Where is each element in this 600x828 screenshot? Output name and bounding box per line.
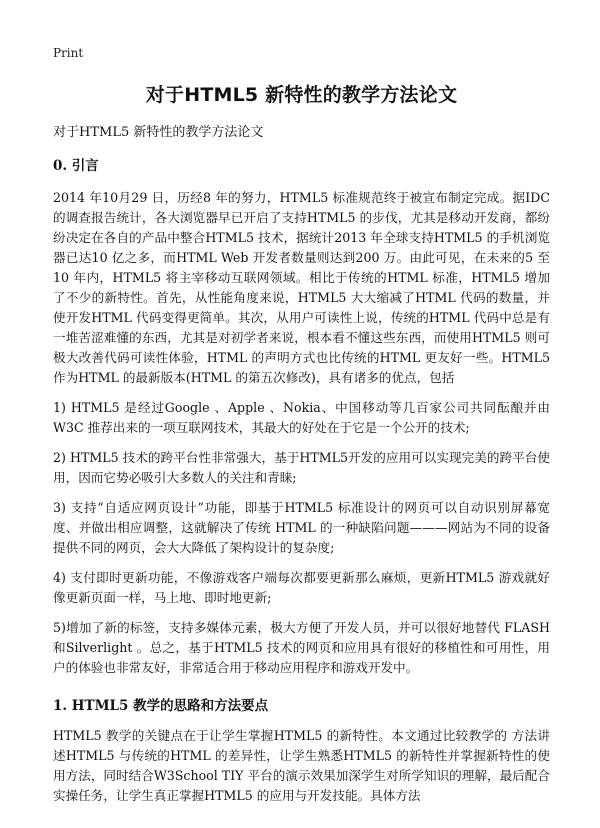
list-item: 1) HTML5 是经过Google 、Apple 、Nokia、中国移动等几百家公司共同酝酿并由W3C 推荐出来的一项互联网技术，其最大的好处在于它是一个公开的技术; xyxy=(53,400,550,435)
list-item: 5)增加了新的标签，支持多媒体元素，极大方便了开发人员，并可以很好地替代 FLASH 和Silverlight 。总之，基于HTML5 技术的网页和应用具有很好的移植性和可用性，用户的体验也非常友好，非常适合用于移动应用程序和游戏开发中。 xyxy=(53,620,550,675)
section-heading-teaching: 1. HTML5 教学的思路和方法要点 xyxy=(53,698,269,714)
list-item: 4) 支付即时更新功能，不像游戏客户端每次都要更新那么麻烦，更新HTML5 游戏就好像更新页面一样，马上地、即时地更新; xyxy=(53,570,550,605)
document-title: 对于HTML5 新特性的教学方法论文 xyxy=(145,84,458,106)
section-heading-intro: 0. 引言 xyxy=(53,158,99,174)
print-link[interactable]: Print xyxy=(53,46,84,60)
section-1-paragraph: HTML5 教学的关键点在于让学生掌握HTML5 的新特性。本文通过比较教学的 方法讲述HTML5 与传统的HTML 的差异性，让学生熟悉HTML5 的新特性并掌握新特性的使用方法，同时结合W3School TIY 平台的演示效果加深学生对所学知识的理解，最后配合实操任务，让学生真正掌握HTML5 的应用与开发技能。具体方法 xyxy=(53,728,550,803)
list-item: 3) 支持“自适应网页设计”功能，即基于HTML5 标准设计的网页可以自动识别屏幕宽度、并做出相应调整，这就解决了传统 HTML 的一种缺陷问题———网站为不同的设备提供不同的网页，会大大降低了架构设计的复杂度; xyxy=(53,500,550,555)
document-subtitle: 对于HTML5 新特性的教学方法论文 xyxy=(53,125,264,140)
list-item: 2) HTML5 技术的跨平台性非常强大，基于HTML5开发的应用可以实现完美的跨平台使用，因而它势必吸引大多数人的关注和青睐; xyxy=(53,450,550,485)
intro-paragraph: 2014 年10月29 日，历经8 年的努力，HTML5 标准规范终于被宣布制定完成。据IDC 的调查报告统计，各大浏览器早已开启了支持HTML5 的步伐，尤其是移动开发商，都纷纷决定在各自的产品中整合HTML5 技术，据统计2013 年全球支持HTML5 的手机浏览器已达10 亿之多，而HTML Web 开发者数量则达到200 万。由此可见，在未来的5 至10 年内，HTML5 将主宰移动互联网领域。相比于传统的HTML 标准，HTML5 增加了不少的新特性。首先，从性能角度来说，HTML5 大大缩减了HTML 代码的数量，并使开发HTML 代码变得更简单。其次，从用户可读性上说，传统的HTML 代码中总是有一堆苦涩难懂的东西，尤其是对初学者来说，根本看不懂这些东西，而使用HTML5 则可极大改善代码可读性体验，HTML 的声明方式也比传统的HTML 更友好一些。HTML5 作为HTML 的最新版本(HTML 的第五次修改)，具有诸多的优点，包括 xyxy=(53,190,550,385)
